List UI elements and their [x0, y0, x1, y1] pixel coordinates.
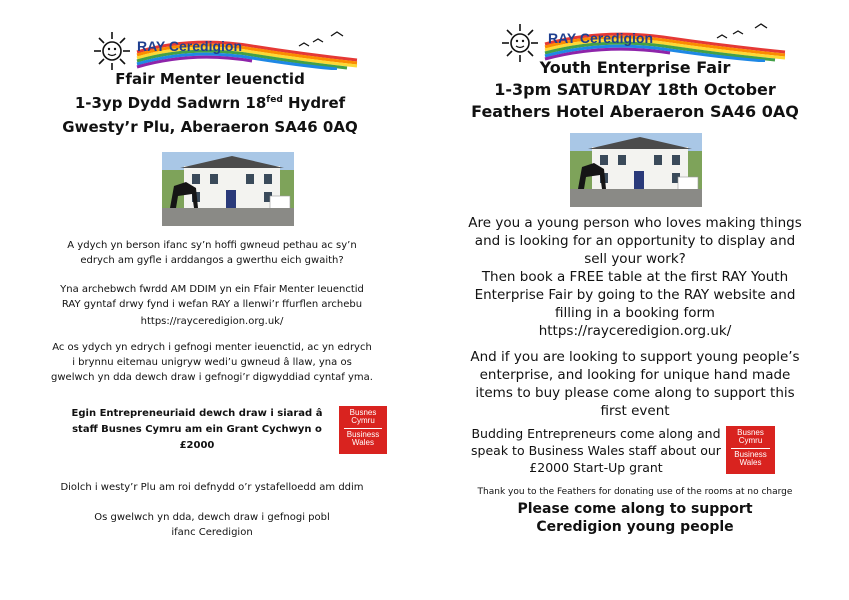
- badge-line-3: Business: [734, 449, 767, 459]
- heading-date-month: Hydref: [282, 94, 346, 112]
- business-wales-badge: [726, 426, 775, 474]
- badge-line-1: Busnes: [737, 428, 764, 437]
- badge-divider: [344, 428, 382, 429]
- heading-venue: Gwesty’r Plu, Aberaeron SA46 0AQ: [62, 118, 358, 136]
- support-paragraph: Ac os ydych yn edrych i gefnogi menter ieuenctid, ac yn edrych i brynnu eitemau unigryw wedi’u gwneud â llaw, yna os gwelwch yn dda dewch draw i gefnogi’r digwyddiad cyntaf yma.: [51, 342, 373, 383]
- heading-date-main: 1-3yp Dydd Sadwrn 18: [74, 94, 267, 112]
- heading-date-suffix: fed: [266, 95, 283, 105]
- website-link[interactable]: https://rayceredigion.org.uk/: [140, 316, 284, 327]
- intro-paragraph: A ydych yn berson ifanc sy’n hoffi gwneud pethau ac sy’n edrych am gyfle i arddangos a gwerthu eich gwaith?: [67, 240, 357, 266]
- heading-venue: Feathers Hotel Aberaeron SA46 0AQ: [471, 102, 799, 121]
- sun-icon: [92, 30, 136, 72]
- website-link[interactable]: https://rayceredigion.org.uk/: [538, 323, 732, 339]
- badge-line-3: Business: [346, 429, 380, 439]
- birds-icon: [297, 28, 357, 50]
- intro-paragraph: Are you a young person who loves making things and is looking for an opportunity to display and sell your work?: [468, 215, 802, 267]
- logo-text: RAY Ceredigion: [548, 30, 654, 46]
- english-poster: [425, 0, 849, 600]
- thanks-paragraph: Thank you to the Feathers for donating use of the rooms at no charge: [477, 487, 793, 497]
- closing-paragraph: Os gwelwch yn dda, dewch draw i gefnogi pobl ifanc Ceredigion: [94, 512, 330, 538]
- badge-line-2: Cymru: [738, 436, 763, 446]
- logo-text: RAY Ceredigion: [137, 38, 243, 54]
- hotel-photo: [570, 133, 702, 207]
- grant-paragraph: Egin Entrepreneuriaid dewch draw i siarad â staff Busnes Cymru am ein Grant Cychwyn o £2000: [71, 408, 323, 451]
- badge-line-4: Wales: [739, 458, 762, 468]
- ray-ceredigion-logo: [92, 30, 362, 72]
- heading-date: 1-3pm SATURDAY 18th October: [494, 80, 776, 99]
- grant-paragraph: Budding Entrepreneurs come along and speak to Business Wales staff about our £2000 Start-Up grant: [471, 426, 721, 475]
- thanks-paragraph: Diolch i westy’r Plu am roi defnydd o’r ystafelloedd am ddim: [60, 482, 364, 493]
- badge-line-2: Cymru: [351, 416, 375, 426]
- badge-divider: [731, 448, 770, 449]
- closing-paragraph: Please come along to support Ceredigion young people: [517, 501, 753, 535]
- booking-paragraph: Yna archebwch fwrdd AM DDIM yn ein Ffair Menter Ieuenctid RAY gyntaf drwy fynd i wefan RAY a llenwi’r ffurflen archebu: [60, 284, 364, 310]
- badge-line-4: Wales: [352, 438, 374, 448]
- booking-paragraph: Then book a FREE table at the first RAY Youth Enterprise Fair by going to the RAY website and filling in a booking form: [474, 269, 796, 321]
- support-paragraph: And if you are looking to support young people’s enterprise, and looking for unique hand made items to buy please come along to support this first event: [470, 349, 800, 419]
- heading-title: Youth Enterprise Fair: [539, 58, 731, 77]
- badge-line-1: Busnes: [349, 408, 377, 417]
- welsh-poster: [0, 0, 424, 600]
- heading-date: [40, 94, 380, 112]
- business-wales-badge: [339, 406, 387, 454]
- heading-title: Ffair Menter Ieuenctid: [115, 70, 305, 88]
- hotel-photo: [162, 152, 294, 226]
- birds-icon: [715, 20, 785, 42]
